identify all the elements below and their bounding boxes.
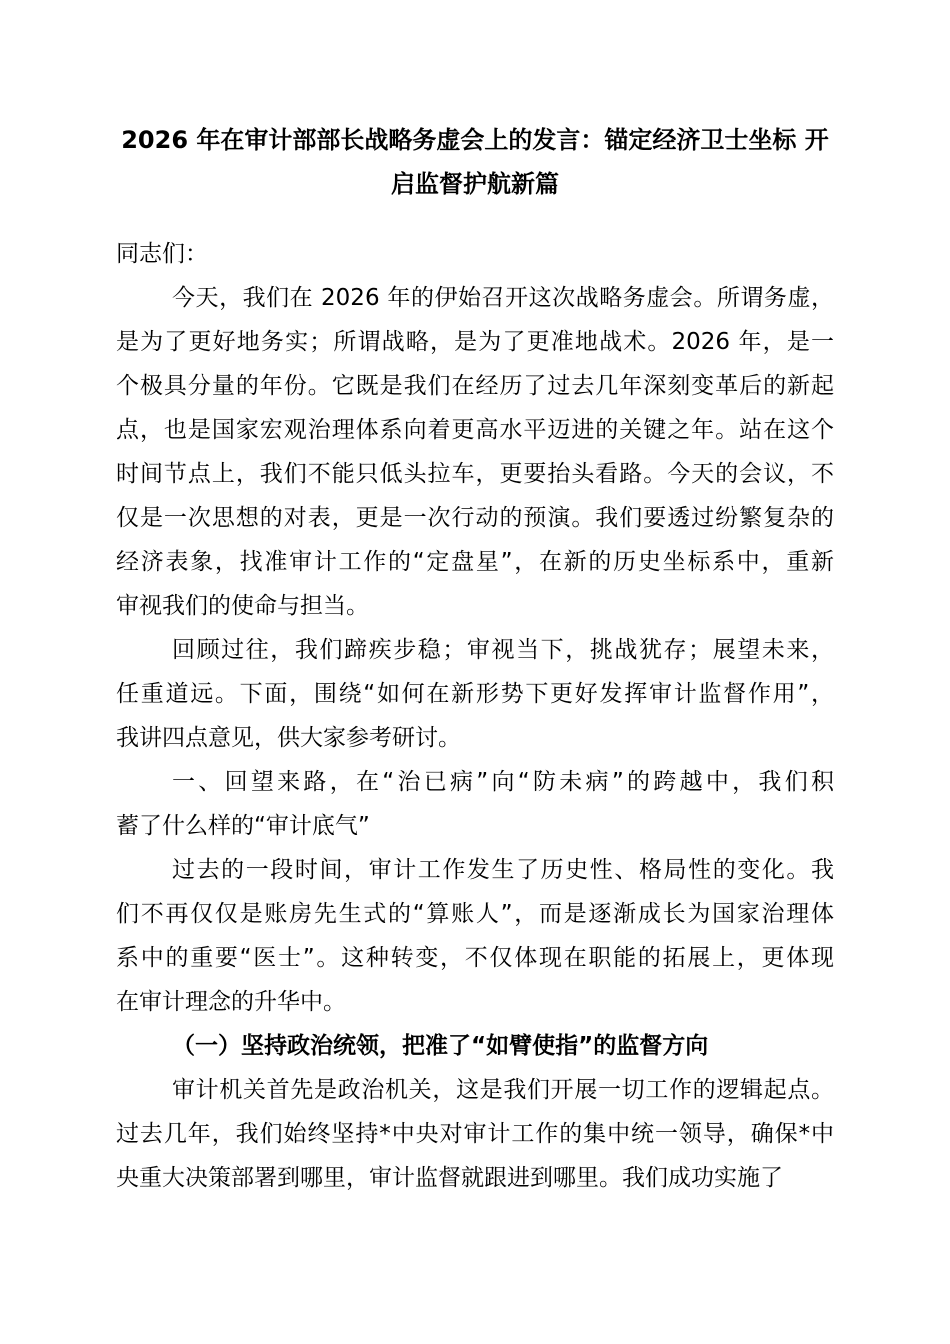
paragraph-line: 过去的一段时间，审计工作发生了历史性、格局性的变化。我 bbox=[172, 857, 834, 883]
paragraph-line: 今天，我们在 2026 年的伊始召开这次战略务虚会。所谓务虚， bbox=[172, 285, 834, 311]
paragraph-opening bbox=[116, 276, 834, 628]
paragraph-line: 经济表象，找准审计工作的“定盘星”，在新的历史坐标系中，重新 bbox=[116, 549, 834, 575]
paragraph-line: 任重道远。下面，围绕“如何在新形势下更好发挥审计监督作用”， bbox=[116, 681, 834, 707]
salutation: 同志们： bbox=[116, 241, 208, 267]
paragraph-line: 时间节点上，我们不能只低头拉车，更要抬头看路。今天的会议，不 bbox=[116, 461, 834, 487]
paragraph-line: 央重大决策部署到哪里，审计监督就跟进到哪里。我们成功实施了 bbox=[116, 1165, 783, 1191]
document-body bbox=[116, 118, 834, 1200]
paragraph-past bbox=[116, 848, 834, 1024]
paragraph-line: 个极具分量的年份。它既是我们在经历了过去几年深刻变革后的新起 bbox=[116, 373, 834, 399]
paragraph-line: 审视我们的使命与担当。 bbox=[116, 593, 369, 619]
paragraph-line: 仅是一次思想的对表，更是一次行动的预演。我们要透过纷繁复杂的 bbox=[116, 505, 834, 531]
paragraph-line: 们不再仅仅是账房先生式的“算账人”，而是逐渐成长为国家治理体 bbox=[116, 901, 834, 927]
paragraph-line: 我讲四点意见，供大家参考研讨。 bbox=[116, 725, 461, 751]
title-line: 2026 年在审计部部长战略务虚会上的发言：锚定经济卫士坐标 开 bbox=[121, 126, 829, 154]
paragraph-line: 在审计理念的升华中。 bbox=[116, 989, 346, 1015]
section-heading-one bbox=[116, 760, 834, 848]
paragraph-political bbox=[116, 1068, 834, 1200]
title-line: 启监督护航新篇 bbox=[391, 170, 559, 198]
section-heading-line: 蓄了什么样的“审计底气” bbox=[116, 813, 370, 839]
paragraph-review bbox=[116, 628, 834, 760]
paragraph-line: 是为了更好地务实；所谓战略，是为了更准地战术。2026 年，是一 bbox=[116, 329, 834, 355]
paragraph-line: 点，也是国家宏观治理体系向着更高水平迈进的关键之年。站在这个 bbox=[116, 417, 834, 443]
subheading: （一）坚持政治统领，把准了“如臂使指”的监督方向 bbox=[172, 1033, 709, 1059]
paragraph-line: 过去几年，我们始终坚持*中央对审计工作的集中统一领导，确保*中 bbox=[116, 1121, 834, 1147]
section-heading-line: 一、回望来路，在“治已病”向“防未病”的跨越中，我们积 bbox=[172, 769, 834, 795]
paragraph-line: 审计机关首先是政治机关，这是我们开展一切工作的逻辑起点。 bbox=[172, 1077, 834, 1103]
document-title bbox=[116, 118, 834, 206]
paragraph-line: 回顾过往，我们蹄疾步稳；审视当下，挑战犹存；展望未来， bbox=[172, 637, 834, 663]
paragraph-line: 系中的重要“医士”。这种转变，不仅体现在职能的拓展上，更体现 bbox=[116, 945, 834, 971]
